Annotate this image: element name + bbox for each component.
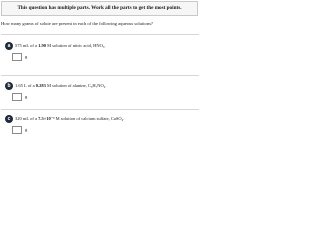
- part-b: [5, 81, 195, 101]
- divider: [1, 34, 199, 35]
- part-a-suffix: M solution of nitric acid, HNO₃.: [45, 42, 106, 48]
- part-b-unit: g: [25, 94, 28, 99]
- part-c-badge: c: [5, 115, 13, 123]
- part-a-badge: a: [5, 42, 13, 50]
- divider: [1, 109, 199, 110]
- part-c-text: [15, 116, 124, 122]
- part-b-concentration: 0.283: [35, 82, 46, 88]
- part-a-concentration: 1.90: [38, 42, 46, 48]
- part-a-text: [15, 43, 106, 49]
- instructions-banner: This question has multiple parts. Work all the parts to get the most points.: [1, 1, 198, 16]
- part-a: [5, 41, 195, 61]
- part-b-badge: b: [5, 82, 13, 90]
- part-a-answer-input[interactable]: [12, 53, 22, 61]
- part-c-prefix: 320 mL of a: [15, 115, 39, 121]
- part-a-prompt: [5, 41, 195, 50]
- part-c-suffix: M solution of calcium sulfate, CaSO₄.: [54, 115, 125, 121]
- part-c-unit: g: [25, 127, 28, 132]
- part-b-text: [15, 83, 106, 89]
- part-b-answer-input[interactable]: [12, 93, 22, 101]
- part-b-suffix: M solution of alanine, C₃H₇NO₂.: [45, 82, 107, 88]
- part-a-prefix: 575 mL of a: [15, 42, 39, 48]
- part-c: [5, 114, 195, 134]
- part-c-answer-row: [12, 126, 195, 134]
- part-c-answer-input[interactable]: [12, 126, 22, 134]
- part-a-answer-row: [12, 53, 195, 61]
- part-c-prompt: [5, 114, 195, 123]
- part-a-unit: g: [25, 54, 28, 59]
- divider: [1, 75, 199, 76]
- question-page: [0, 0, 200, 146]
- part-b-prompt: [5, 81, 195, 90]
- question-text: How many grams of solute are present in each of the following aqueous solutions?: [1, 21, 153, 26]
- part-c-concentration: 7.5×10⁻³: [38, 115, 55, 121]
- part-b-prefix: 1.65 L of a: [15, 82, 36, 88]
- part-b-answer-row: [12, 93, 195, 101]
